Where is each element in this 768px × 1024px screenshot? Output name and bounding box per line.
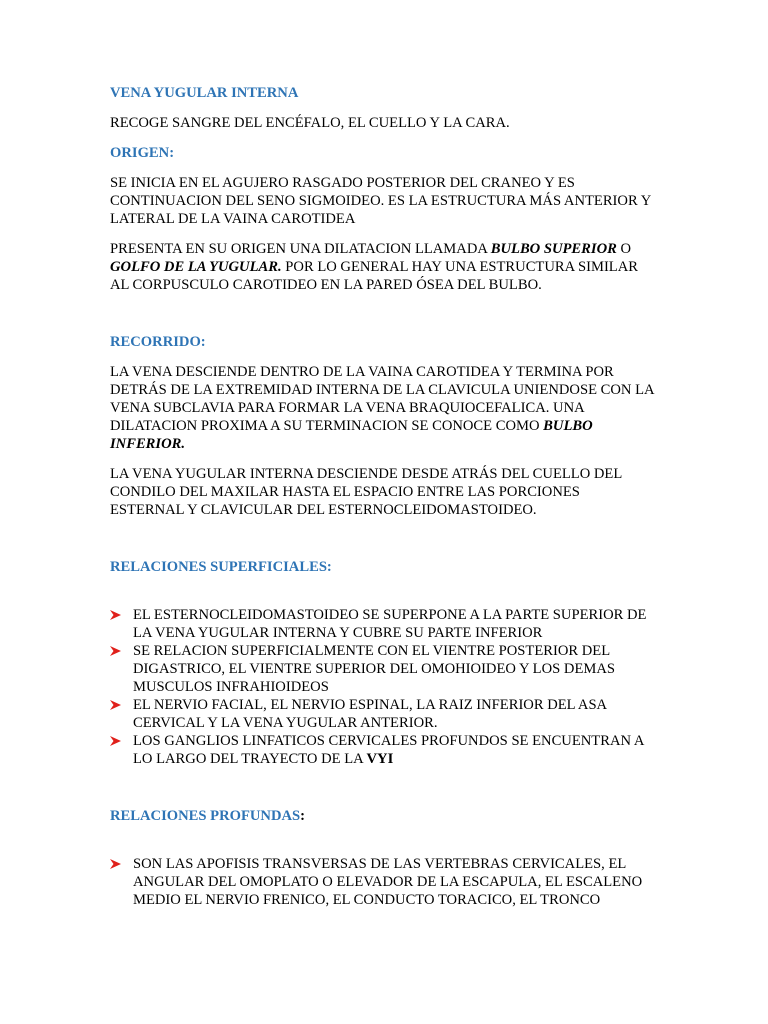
document-page bbox=[110, 84, 655, 909]
relaciones-profundas-heading bbox=[110, 807, 655, 825]
list-item bbox=[110, 732, 655, 768]
profundas-list bbox=[110, 855, 655, 909]
list-item-text: SE RELACION SUPERFICIALMENTE CON EL VIENTRE POSTERIOR DEL DIGASTRICO, EL VIENTRE SUPERIOR DEL OMOHIOIDEO Y LOS DEMAS MUSCULOS INFRAHIOIDEOS bbox=[133, 643, 615, 695]
recorrido-heading: RECORRIDO: bbox=[110, 334, 206, 350]
list-item-text: EL ESTERNOCLEIDOMASTOIDEO SE SUPERPONE A LA PARTE SUPERIOR DE LA VENA YUGULAR INTERNA Y CUBRE SU PARTE INFERIOR bbox=[133, 607, 647, 641]
arrowhead-bullet-icon bbox=[110, 855, 122, 873]
list-item-text: EL NERVIO FACIAL, EL NERVIO ESPINAL, LA RAIZ INFERIOR DEL ASA CERVICAL Y LA VENA YUGULAR ANTERIOR. bbox=[133, 697, 607, 731]
origen-p2-text-c: O bbox=[616, 241, 632, 257]
origen-paragraph-1: SE INICIA EN EL AGUJERO RASGADO POSTERIOR DEL CRANEO Y ES CONTINUACION DEL SENO SIGMOIDEO. ES LA ESTRUCTURA MÁS ANTERIOR Y LATERAL DE LA VAINA CAROTIDEA bbox=[110, 175, 651, 227]
vyi-abbreviation: VYI bbox=[366, 751, 394, 767]
relaciones-superficiales-heading: RELACIONES SUPERFICIALES: bbox=[110, 559, 332, 575]
recorrido-paragraph-1 bbox=[110, 363, 655, 453]
origen-paragraph-2 bbox=[110, 240, 655, 294]
relaciones-profundas-label: RELACIONES PROFUNDAS bbox=[110, 808, 301, 824]
list-item bbox=[110, 642, 655, 696]
list-item bbox=[110, 855, 655, 909]
arrowhead-bullet-icon bbox=[110, 732, 122, 750]
recorrido-paragraph-2: LA VENA YUGULAR INTERNA DESCIENDE DESDE ATRÁS DEL CUELLO DEL CONDILO DEL MAXILAR HASTA EL ESPACIO ENTRE LAS PORCIONES ESTERNAL Y CLAVICULAR DEL ESTERNOCLEIDOMASTOIDEO. bbox=[110, 466, 622, 518]
list-item bbox=[110, 606, 655, 642]
list-item-text: SON LAS APOFISIS TRANSVERSAS DE LAS VERTEBRAS CERVICALES, EL ANGULAR DEL OMOPLATO O ELEVADOR DE LA ESCAPULA, EL ESCALENO MEDIO EL NERVIO FRENICO, EL CONDUCTO TORACICO, EL TRONCO bbox=[133, 856, 643, 908]
bulbo-inferior-term: BULBO INFERIOR. bbox=[110, 418, 593, 452]
superficiales-list bbox=[110, 606, 655, 768]
list-item-text: LOS GANGLIOS LINFATICOS CERVICALES PROFUNDOS SE ENCUENTRAN A LO LARGO DEL TRAYECTO DE LA bbox=[133, 733, 644, 767]
arrowhead-bullet-icon bbox=[110, 696, 122, 714]
document-title: VENA YUGULAR INTERNA bbox=[110, 85, 299, 101]
origen-p2-text-a: PRESENTA EN SU ORIGEN UNA DILATACION LLAMADA bbox=[110, 241, 491, 257]
arrowhead-bullet-icon bbox=[110, 606, 122, 624]
intro-paragraph: RECOGE SANGRE DEL ENCÉFALO, EL CUELLO Y LA CARA. bbox=[110, 115, 510, 131]
golfo-yugular-term: GOLFO DE LA YUGULAR. bbox=[110, 259, 282, 275]
recorrido-p1-text: LA VENA DESCIENDE DENTRO DE LA VAINA CAROTIDEA Y TERMINA POR DETRÁS DE LA EXTREMIDAD INTERNA DE LA CLAVICULA UNIENDOSE CON LA VENA SUBCLAVIA PARA FORMAR LA VENA BRAQUIOCEFALICA. UNA DILATACION PROXIMA A SU TERMINACION SE CONOCE COMO bbox=[110, 364, 654, 434]
bulbo-superior-term: BULBO SUPERIOR bbox=[490, 241, 617, 257]
relaciones-profundas-colon: : bbox=[300, 808, 306, 824]
arrowhead-bullet-icon bbox=[110, 642, 122, 660]
origen-p2-text-e: POR LO GENERAL HAY UNA ESTRUCTURA SIMILAR AL CORPUSCULO CAROTIDEO EN LA PARED ÓSEA DEL BULBO. bbox=[110, 259, 638, 293]
origen-heading: ORIGEN: bbox=[110, 145, 175, 161]
list-item bbox=[110, 696, 655, 732]
